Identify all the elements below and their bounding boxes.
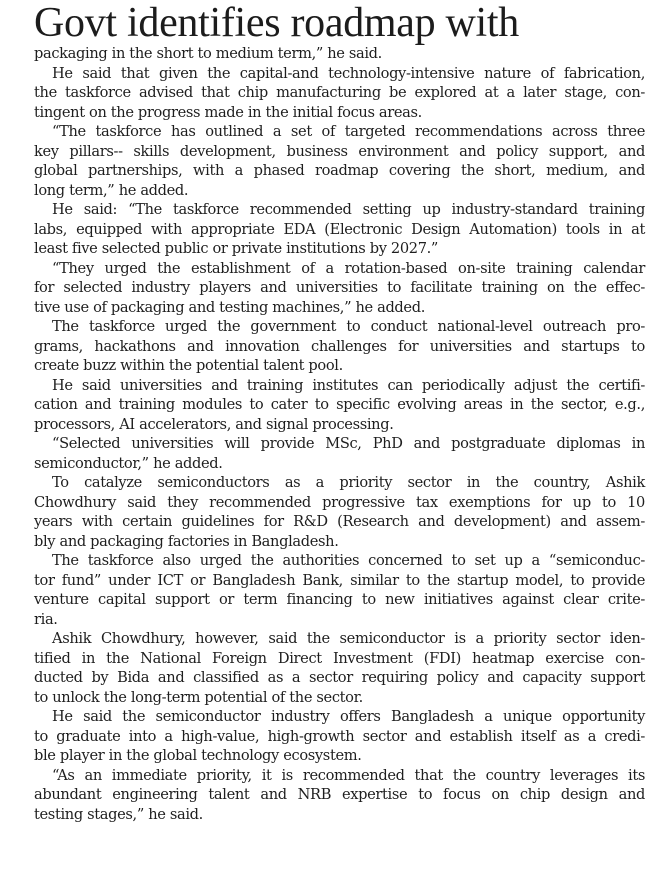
paragraph [34,473,645,551]
text-line: testing stages,” he said. [34,805,203,823]
text-line: labs, equipped with appropriate EDA (Electronic Design Automation) tools in at [34,220,645,238]
text-line: key pillars-- skills development, business environment and policy support, and [34,142,645,160]
paragraph [34,434,645,473]
text-line: “The taskforce has outlined a set of targeted recommendations across three [52,123,645,140]
text-line: tive use of packaging and testing machines,” he added. [34,298,425,316]
text-line: the taskforce advised that chip manufacturing be explored at a later stage, con- [34,84,645,101]
text-line: packaging in the short to medium term,” he said. [34,45,382,62]
text-line: ble player in the global technology ecosystem. [34,747,362,764]
text-line: long term,” he added. [34,181,189,199]
paragraph [34,629,645,707]
headline: Govt identifies roadmap with [34,0,519,46]
paragraph [34,200,645,259]
paragraph [34,551,645,629]
paragraph [34,766,645,825]
text-line: bly and packaging factories in Bangladesh. [34,532,339,550]
text-line: for selected industry players and universities to facilitate training on the effec- [34,279,645,296]
text-line: tingent on the progress made in the initial focus areas. [34,103,422,121]
text-line: He said the semiconductor industry offers Bangladesh a unique opportunity [52,708,645,725]
text-line: Ashik Chowdhury, however, said the semiconductor is a priority sector iden- [52,630,645,647]
text-line: least five selected public or private institutions by 2027.” [34,240,439,257]
text-line: He said: “The taskforce recommended setting up industry-standard training [52,201,645,218]
paragraph [34,707,645,766]
text-line: “As an immediate priority, it is recommended that the country leverages its [52,766,645,784]
text-line: ducted by Bida and classified as a sector requiring policy and capacity support [34,669,645,686]
text-line: He said that given the capital-and technology-intensive nature of fabrication, [52,64,645,82]
text-line: Chowdhury said they recommended progressive tax exemptions for up to 10 [34,493,645,511]
article-body [34,44,645,824]
text-line: He said universities and training institutes can periodically adjust the certifi- [52,376,645,394]
text-line: to unlock the long-term potential of the sector. [34,688,363,706]
paragraph [34,44,645,64]
paragraph [34,259,645,318]
text-line: ria. [34,610,58,628]
text-line: processors, AI accelerators, and signal processing. [34,415,394,433]
text-line: venture capital support or term financing to new initiatives against clear crite- [34,591,645,608]
text-line: semiconductor,” he added. [34,454,223,472]
text-line: “They urged the establishment of a rotation-based on-site training calendar [52,259,645,277]
text-line: abundant engineering talent and NRB expertise to focus on chip design and [34,786,645,803]
text-line: create buzz within the potential talent pool. [34,357,343,374]
paragraph [34,122,645,200]
text-line: The taskforce also urged the authorities concerned to set up a “semiconduc- [52,552,645,569]
text-line: to graduate into a high-value, high-growth sector and establish itself as a credi- [34,727,645,745]
text-line: global partnerships, with a phased roadmap covering the short, medium, and [34,162,645,179]
text-line: The taskforce urged the government to conduct national-level outreach pro- [52,318,645,335]
text-line: years with certain guidelines for R&D (Research and development) and assem- [34,513,645,530]
text-line: To catalyze semiconductors as a priority sector in the country, Ashik [52,474,645,491]
text-line: grams, hackathons and innovation challenges for universities and startups to [34,337,645,355]
text-line: “Selected universities will provide MSc, PhD and postgraduate diplomas in [52,435,645,452]
text-line: tor fund” under ICT or Bangladesh Bank, similar to the startup model, to provide [34,571,645,589]
text-line: cation and training modules to cater to specific evolving areas in the sector, e.g., [34,396,645,413]
paragraph [34,376,645,435]
text-line: tified in the National Foreign Direct Investment (FDI) heatmap exercise con- [34,649,645,667]
paragraph [34,317,645,376]
paragraph [34,64,645,123]
